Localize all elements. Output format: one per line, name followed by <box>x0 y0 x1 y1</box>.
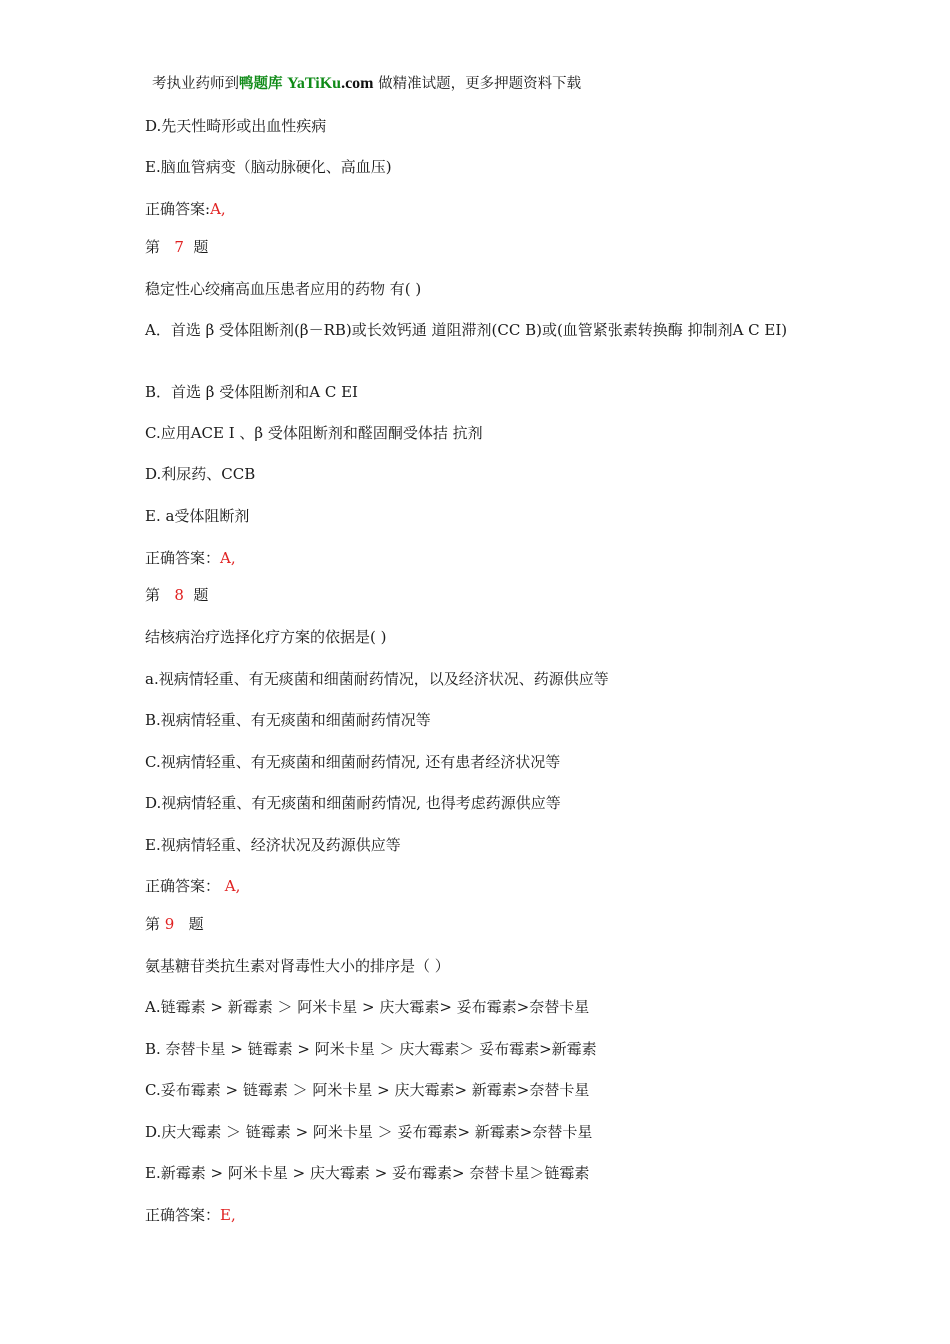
q8-answer <box>145 876 240 896</box>
answer-label: 正确答案： <box>145 549 221 567</box>
q7-option-d: D.利尿药、CCB <box>145 465 256 483</box>
question-prefix: 第 <box>145 586 161 604</box>
q8-option-a: a.视病情轻重、有无痰菌和细菌耐药情况，以及经济状况、药源供应等 <box>145 670 609 688</box>
q6-option-e: E.脑血管病变（脑动脉硬化、高血压) <box>145 158 392 176</box>
question-number: 9 <box>164 915 175 933</box>
answer-label: 正确答案： <box>145 1206 221 1224</box>
q7-stem: 稳定性心绞痛高血压患者应用的药物 有( ) <box>145 280 422 298</box>
answer-value: A, <box>220 877 241 895</box>
q9-answer <box>145 1205 236 1225</box>
question-suffix: 题 <box>193 586 209 604</box>
answer-label: 正确答案: <box>145 200 211 218</box>
q7-number <box>145 237 208 257</box>
q7-option-e: E. a受体阻断剂 <box>145 507 250 525</box>
q7-answer <box>145 548 236 568</box>
question-prefix: 第 <box>145 915 161 933</box>
header-prefix: 考执业药师到 <box>152 76 239 92</box>
q8-option-d: D.视病情轻重、有无痰菌和细菌耐药情况, 也得考虑药源供应等 <box>145 794 561 812</box>
q9-option-b: B. 奈替卡星 > 链霉素 > 阿米卡星 ＞ 庆大霉素＞ 妥布霉素>新霉素 <box>145 1040 597 1058</box>
page-header <box>152 72 581 93</box>
q9-option-c: C.妥布霉素 > 链霉素 ＞ 阿米卡星 > 庆大霉素> 新霉素>奈替卡星 <box>145 1081 590 1099</box>
q8-option-e: E.视病情轻重、经济状况及药源供应等 <box>145 836 401 854</box>
question-prefix: 第 <box>145 238 161 256</box>
q9-option-d: D.庆大霉素 ＞ 链霉素 > 阿米卡星 ＞ 妥布霉素> 新霉素>奈替卡星 <box>145 1123 593 1141</box>
q9-number <box>145 914 204 934</box>
q8-option-b: B.视病情轻重、有无痰菌和细菌耐药情况等 <box>145 711 431 729</box>
site-name-en[interactable]: YaTiKu <box>287 75 342 92</box>
answer-label: 正确答案： <box>145 877 221 895</box>
q8-stem: 结核病治疗选择化疗方案的依据是( ) <box>145 628 387 646</box>
q8-number <box>145 585 208 605</box>
question-suffix: 题 <box>193 238 209 256</box>
answer-value: A, <box>210 200 226 218</box>
site-name-cn[interactable]: 鸭题库 <box>239 75 283 92</box>
header-suffix: 做精准试题，更多押题资料下载 <box>378 76 582 92</box>
site-domain[interactable]: .com <box>341 75 374 92</box>
q6-option-d: D.先天性畸形或出血性疾病 <box>145 117 327 135</box>
q9-option-e: E.新霉素 > 阿米卡星 > 庆大霉素 > 妥布霉素> 奈替卡星＞链霉素 <box>145 1164 590 1182</box>
question-number: 7 <box>174 238 184 256</box>
question-suffix: 题 <box>188 915 204 933</box>
answer-value: A, <box>220 549 236 567</box>
q9-option-a: A.链霉素 > 新霉素 ＞ 阿米卡星 > 庆大霉素> 妥布霉素>奈替卡星 <box>145 998 590 1016</box>
question-number: 8 <box>174 586 184 604</box>
answer-value: E, <box>220 1206 236 1224</box>
q7-option-a: A．首选 β 受体阻断剂(β－RB)或长效钙通 道阻滞剂(CC B)或(血管紧张素转换酶 抑制剂A C EI) <box>145 321 788 339</box>
q6-answer <box>145 199 226 219</box>
q9-stem: 氨基糖苷类抗生素对肾毒性大小的排序是（ ） <box>145 957 450 975</box>
q7-option-b: B．首选 β 受体阻断剂和A C EI <box>145 383 358 401</box>
q7-option-c: C.应用ACE Ⅰ 、β 受体阻断剂和醛固酮受体拮 抗剂 <box>145 424 483 442</box>
q8-option-c: C.视病情轻重、有无痰菌和细菌耐药情况, 还有患者经济状况等 <box>145 753 561 771</box>
